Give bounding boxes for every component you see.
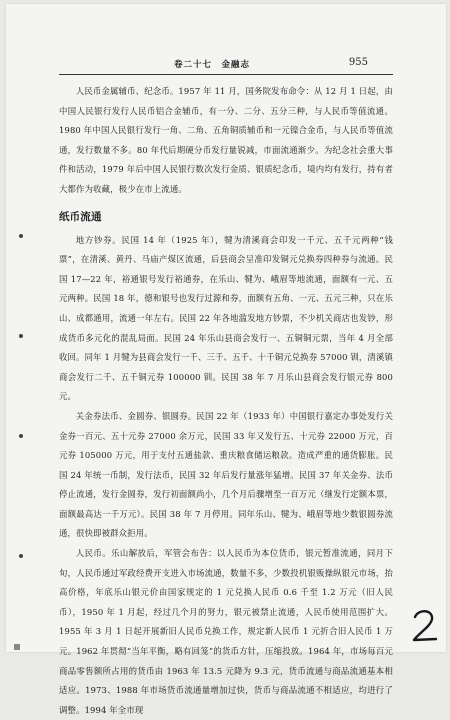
header-rule <box>59 74 393 75</box>
paragraph-coins: 人民币金属辅币、纪念币。1957 年 11 月，国务院发布命令：从 12 月 1 日起，由中国人民银行发行人民币铝合金辅币，有一分、二分、五分三种，与人民币等值流通。1980 年中国人民银行发行一角、二角、五角铜质辅币和一元镍合金币，与人民币等值流通，发行数量不多。80 年代后期硬分币发行量锐减，市面流通渐少。为纪念社会重大事件和活动，1979 年后中国人民银行数次发行金质、银质纪念币，境内均有发行，持有者大都作为收藏，极少在市上流通。 <box>59 86 393 194</box>
corner-mark <box>14 644 20 650</box>
margin-dot <box>19 434 23 438</box>
page-number: 955 <box>348 57 368 68</box>
running-header <box>6 56 446 74</box>
margin-dot <box>19 334 23 338</box>
paragraph-local-notes: 地方钞券。民国 14 年（1925 年），犍为清溪商会印发一千元、五千元两种“钱票”，在清溪、黄丹、马庙产煤区流通，后县商会呈准印发铜元兑换券四种券与流通。民国 17—22 年，裕通银号发行裕通券，在乐山、犍为、峨眉等地流通，面额有一元、五元两种。民国 18 年，德和银号也发行过源和券，面额有五角、一元、五元三种，只在乐山、成都通用，流通一年左右。民国 22 年各地滥发地方钞票，不少机关商店也发钞，形成货币多元化的混乱局面。民国 24 年乐山县商会发行一、五铜铜元票，当年 4 月全部收回。同年 1 月犍为县商会发行一千、三千、五千、十千铜元兑换券 57000 钏，清溪镇商会发行二千、五千铜元券 100000 钏。民国 38 年 7 月乐山县商会发行银元券 800 元。 <box>59 234 393 402</box>
paragraph-guanjin-fabi: 关金券法币、金圆券、银圆券。民国 22 年（1933 年）中国银行嘉定办事处发行关金券一百元、五十元券 27000 余万元，民国 33 年又发行五、十元券 22000 万元，百元券 105000 万元，用于支付五通盐款、重庆粮食储运粮款。造成严重的通货膨胀。民国 24 年统一币制，发行法币，民国 32 年后发行量涨年猛增。民国 37 年关金券、法币停止流通，发行金圆券，发行初面额尚小，几个月后骤增至一百万元（继发行定额本票，面额最高达一千万元）。民国 38 年 7 月停用。同年乐山、犍为、峨眉等地少数银圆券流通，很快即被群众拒用。 <box>59 410 393 539</box>
margin-dot <box>19 234 23 238</box>
margin-dot <box>19 554 23 558</box>
body-text <box>59 82 393 720</box>
handwritten-page-mark <box>410 608 440 644</box>
header-title: 卷二十七 金融志 <box>174 60 251 70</box>
section-title: 纸币流通 <box>59 210 102 223</box>
document-page <box>6 4 446 715</box>
paragraph-renminbi: 人民币。乐山解放后，军管会布告：以人民币为本位货币，银元暂准流通，同月下旬，人民币通过军政经费开支进入市场流通，数量不多，少数投机银贩操纵银元市场，抬高价格，年底乐山银元价由国家规定的 1 元兑换人民币 0.6 千至 1.2 万元（旧人民币），1950 年 1 月起，经过几个月的努力，银元被禁止流通，人民币使用范围扩大。1955 年 3 月 1 日起开展新旧人民币兑换工作，规定新人民币 1 元折合旧人民币 1 万元。1962 年贯彻“当年平衡，略有回笼”的货币方针，压缩投放。1964 年，市场每百元商品零售额所占用的货币由 1963 年 13.5 元降为 9.3 元，货币流通与商品流通基本相适应。1973、1988 年市场货币流通量增加过快，货币与商品流通不相适应，均进行了调整。1994 年全市现 <box>59 548 393 715</box>
